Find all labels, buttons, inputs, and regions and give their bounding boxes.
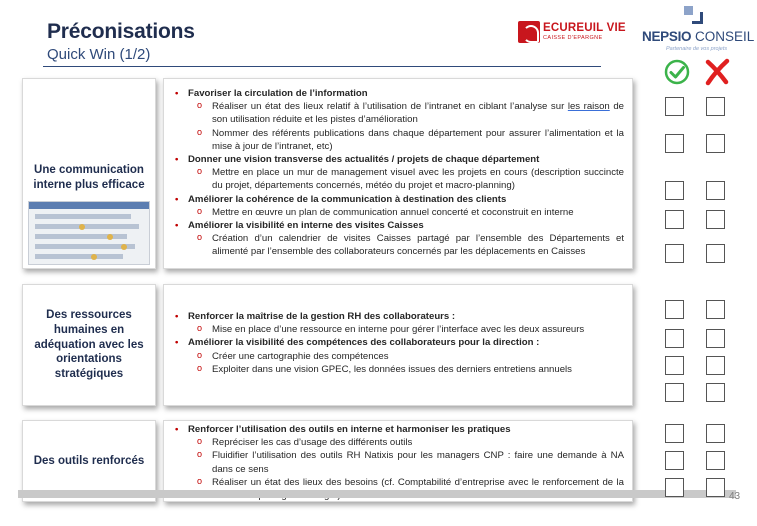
- visual-management-thumbnail: [28, 201, 150, 265]
- nepsio-logo-conseil: CONSEIL: [694, 29, 755, 44]
- list-item: • Renforcer l’utilisation des outils en interne et harmoniser les pratiques: [172, 423, 624, 436]
- sub-list-item: o Mettre en œuvre un plan de communication annuel concerté et coconstruit en interne: [172, 206, 624, 219]
- ecureuil-vie-logo: [518, 20, 626, 44]
- list-item: • Améliorer la cohérence de la communication à destination des clients: [172, 193, 624, 206]
- yes-checkbox[interactable]: [665, 424, 684, 443]
- no-checkbox[interactable]: [706, 97, 725, 116]
- yes-checkbox[interactable]: [665, 383, 684, 402]
- yes-checkbox[interactable]: [665, 210, 684, 229]
- yes-checkbox[interactable]: [665, 244, 684, 263]
- check-circle-icon: [664, 59, 690, 85]
- no-checkbox[interactable]: [706, 356, 725, 375]
- nepsio-logo-name: NEPSIO: [642, 29, 692, 44]
- section-content-communication: [163, 78, 633, 269]
- list-item: • Renforcer la maîtrise de la gestion RH des collaborateurs :: [172, 310, 624, 323]
- list-item: • Améliorer la visibilité en interne des visites Caisses: [172, 219, 624, 232]
- no-checkbox[interactable]: [706, 134, 725, 153]
- no-checkbox[interactable]: [706, 244, 725, 263]
- no-checkbox[interactable]: [706, 300, 725, 319]
- sub-list-item: o Exploiter dans une vision GPEC, les données issues des derniers entretiens annuels: [172, 363, 624, 376]
- ecureuil-logo-main: ECUREUIL VIE: [543, 21, 626, 34]
- no-checkbox[interactable]: [706, 424, 725, 443]
- sub-list-item: o Repréciser les cas d’usage des différents outils: [172, 436, 624, 449]
- yes-checkbox[interactable]: [665, 478, 684, 497]
- red-cross-icon: [703, 58, 731, 86]
- yes-checkbox[interactable]: [665, 134, 684, 153]
- nepsio-conseil-logo: [642, 6, 754, 58]
- no-checkbox[interactable]: [706, 181, 725, 200]
- yes-checkbox[interactable]: [665, 181, 684, 200]
- list-item: • Favoriser la circulation de l’information: [172, 87, 624, 100]
- section-label-communication: [22, 78, 156, 269]
- yes-checkbox[interactable]: [665, 329, 684, 348]
- page-title: Préconisations: [47, 20, 195, 43]
- ecureuil-logo-sub: CAISSE D'EPARGNE: [543, 35, 603, 41]
- nepsio-tagline: Partenaire de vos projets: [666, 46, 728, 52]
- yes-checkbox[interactable]: [665, 300, 684, 319]
- sub-list-item: o Création d’un calendrier de visites Caisses partagé par l’ensemble des Départements et alimenté par l’ensemble des collaborateurs concernés par les déplacements en Caisses: [172, 232, 624, 258]
- page-number: 43: [729, 491, 741, 502]
- section-label-rh: [22, 284, 156, 406]
- yes-checkbox[interactable]: [665, 356, 684, 375]
- title-divider: [43, 66, 601, 67]
- sub-list-item: o Fluidifier l’utilisation des outils RH Natixis pour les managers CNP : faire une demande à NA dans ce sens: [172, 449, 624, 475]
- section-label-text: Des ressources humaines en adéquation avec les orientations stratégiques: [34, 308, 144, 381]
- no-checkbox[interactable]: [706, 478, 725, 497]
- no-checkbox[interactable]: [706, 451, 725, 470]
- list-item: • Améliorer la visibilité des compétences des collaborateurs pour la direction :: [172, 336, 624, 349]
- page-subtitle: Quick Win (1/2): [47, 46, 151, 63]
- squirrel-icon: [518, 21, 540, 43]
- sub-list-item: o Nommer des référents publications dans chaque département pour assurer l’alimentation et la mise à jour de l’intranet, etc): [172, 127, 624, 153]
- sub-list-item: o Réaliser un état des lieux relatif à l’utilisation de l’intranet en ciblant l’analyse sur les raison de son utilisation réduite et les pistes d’amélioration: [172, 100, 624, 126]
- section-label-text: Des outils renforcés: [33, 454, 145, 467]
- footer-bar: [18, 490, 736, 498]
- no-checkbox[interactable]: [706, 210, 725, 229]
- sub-list-item: o Mettre en place un mur de management visuel avec les projets en cours (description succincte du projet, départements concernés, météo du projet et macro-planning): [172, 166, 624, 192]
- no-checkbox[interactable]: [706, 383, 725, 402]
- list-item: • Donner une vision transverse des actualités / projets de chaque département: [172, 153, 624, 166]
- nepsio-mark-icon: [684, 6, 706, 28]
- yes-checkbox[interactable]: [665, 451, 684, 470]
- sub-list-item: o Réaliser un état des lieux des besoins (cf. Comptabilité d’entreprise avec le renforcement de la: [172, 476, 624, 502]
- section-content-rh: [163, 284, 633, 406]
- section-label-text: Une communication interne plus efficace: [33, 164, 145, 191]
- no-checkbox[interactable]: [706, 329, 725, 348]
- yes-checkbox[interactable]: [665, 97, 684, 116]
- sub-list-item: o Créer une cartographie des compétences: [172, 350, 624, 363]
- sub-list-item: o Mise en place d’une ressource en interne pour gérer l’interface avec les deux assureurs: [172, 323, 624, 336]
